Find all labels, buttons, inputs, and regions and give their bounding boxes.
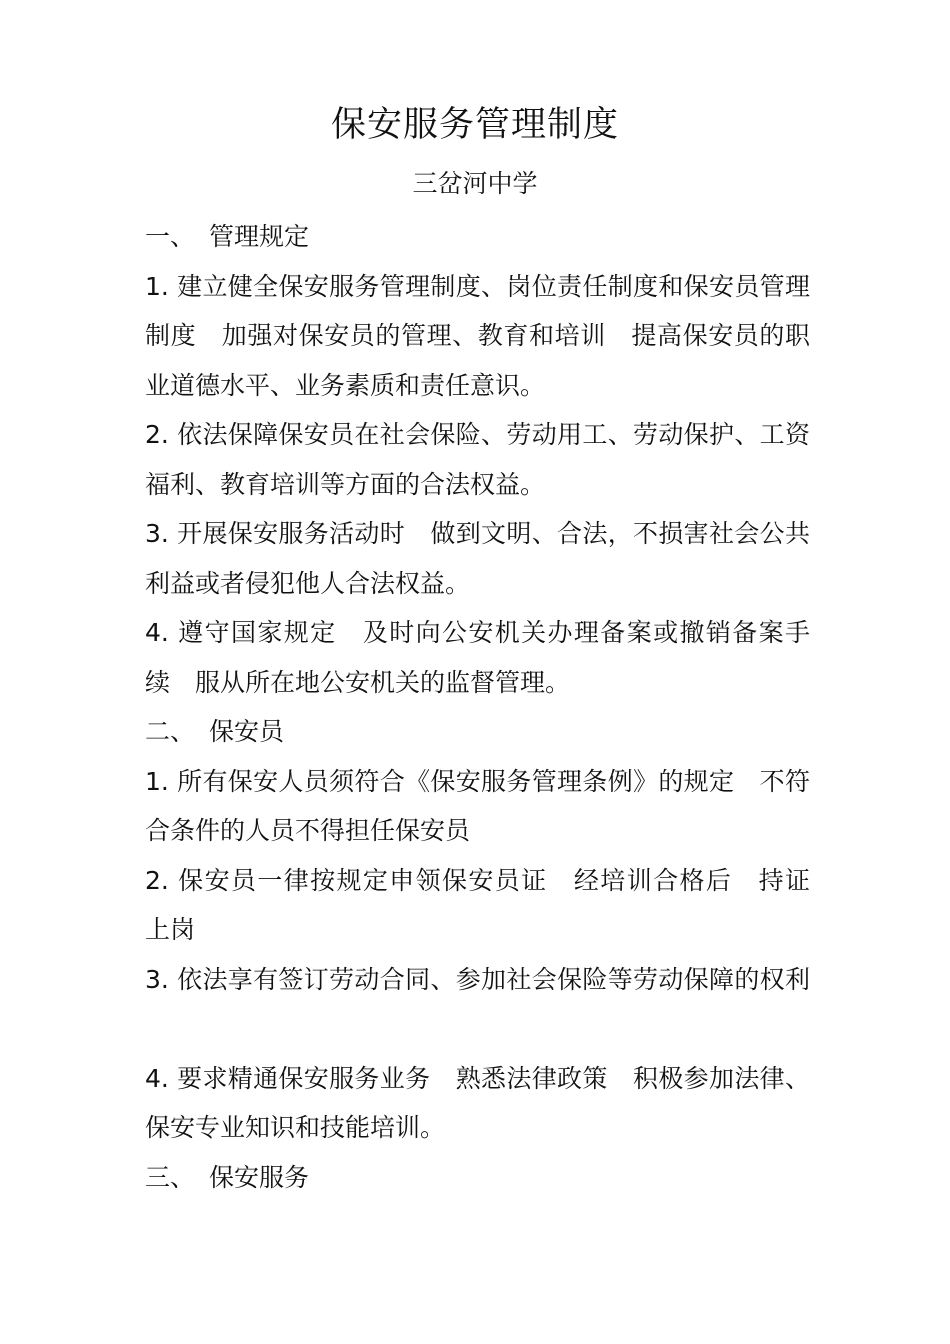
text-line: 3. 开展保安服务活动时 做到文明、合法，不损害社会公共: [145, 519, 810, 548]
section-title: 保安员: [209, 717, 285, 746]
document-title: 保安服务管理制度: [330, 105, 619, 145]
section-item: [145, 757, 810, 856]
text-line: 4. 要求精通保安服务业务 熟悉法律政策 积极参加法律、: [145, 1063, 810, 1093]
text-line: 2. 保安员一律按规定申领保安员证 经培训合格后 持证: [145, 865, 810, 895]
section-item: [145, 509, 810, 608]
section-item: [145, 1054, 810, 1153]
section-title: 保安服务: [209, 1162, 310, 1192]
section-heading-2: [145, 707, 810, 757]
text-line: 福利、教育培训等方面的合法权益。: [145, 469, 546, 499]
section-number: 二、: [145, 717, 196, 746]
text-line: 合条件的人员不得担任保安员: [145, 816, 471, 845]
text-line: 上岗: [145, 915, 196, 944]
text-line: 4. 遵守国家规定 及时向公安机关办理备案或撤销备案手: [145, 618, 810, 647]
section-heading-3: [145, 1153, 810, 1203]
text-line: 利益或者侵犯他人合法权益。: [145, 568, 471, 598]
text-line: 3. 依法享有签订劳动合同、参加社会保险等劳动保障的权利: [145, 964, 810, 994]
section-item: [145, 856, 810, 955]
document-body: [145, 212, 810, 1202]
text-line: 制度 加强对保安员的管理、教育和培训 提高保安员的职: [145, 321, 810, 350]
section-title: 管理规定: [209, 222, 310, 251]
text-line: 保安专业知识和技能培训。: [145, 1113, 446, 1142]
section-item: [145, 608, 810, 707]
document-subtitle: 三岔河中学: [412, 169, 538, 198]
blank-line: [145, 1004, 810, 1054]
text-line: 2. 依法保障保安员在社会保险、劳动用工、劳动保护、工资: [145, 420, 810, 449]
text-line: 续 服从所在地公安机关的监督管理。: [145, 667, 571, 697]
section-number: 一、: [145, 222, 196, 251]
text-line: 1. 所有保安人员须符合《保安服务管理条例》的规定 不符: [145, 766, 810, 796]
section-item: [145, 262, 810, 411]
section-item: [145, 410, 810, 509]
text-line: 1. 建立健全保安服务管理制度、岗位责任制度和保安员管理: [145, 271, 810, 301]
text-line: 业道德水平、业务素质和责任意识。: [145, 370, 546, 400]
section-number: 三、: [145, 1162, 196, 1192]
section-item: [145, 955, 810, 1054]
section-heading-1: [145, 212, 810, 262]
